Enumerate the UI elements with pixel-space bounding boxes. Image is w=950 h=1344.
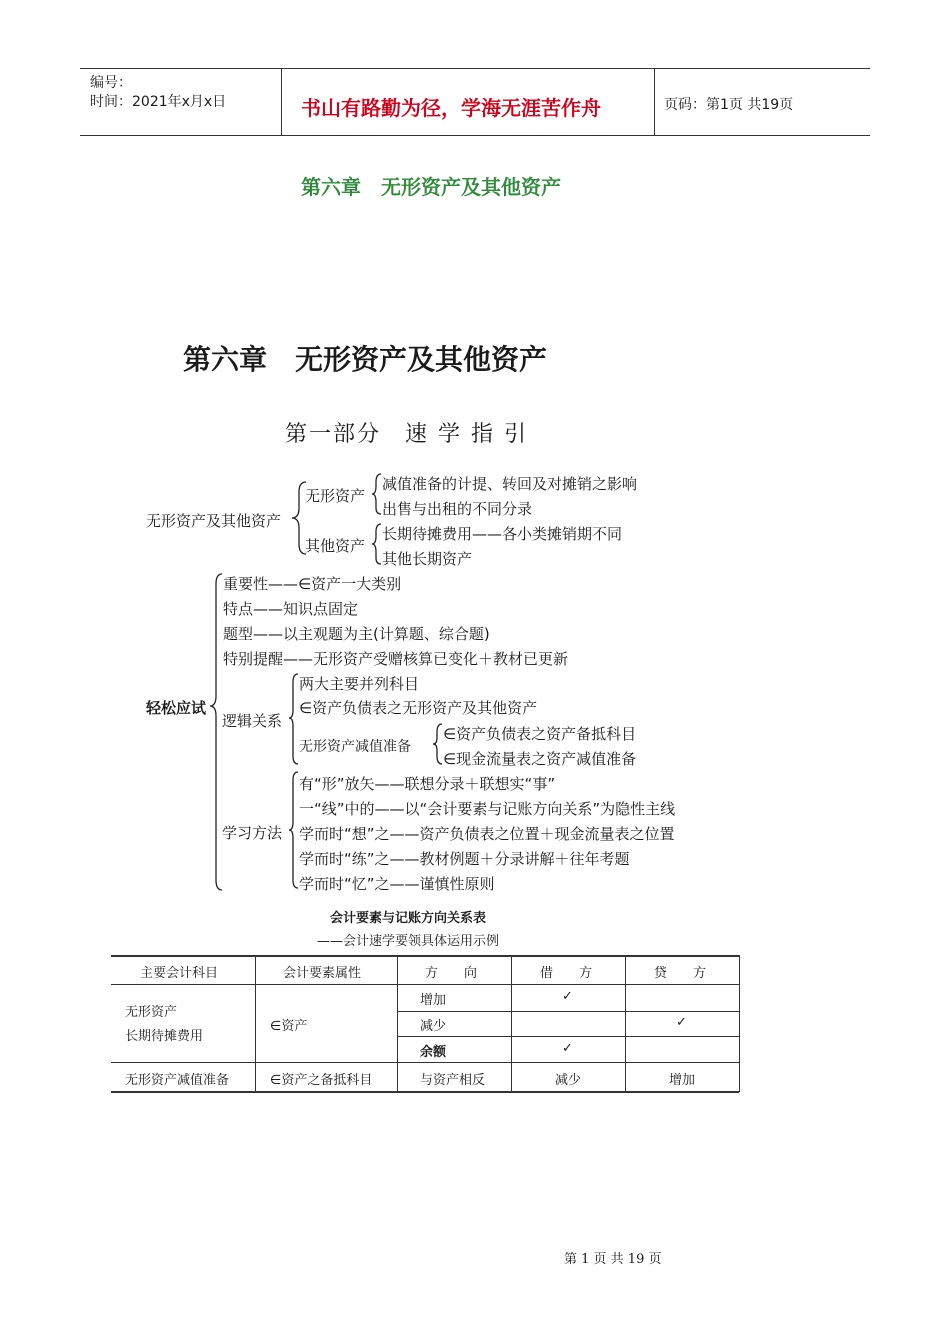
tree1-branch2-item: 其他长期资产 (382, 550, 473, 568)
impair-label: 无形资产减值准备 (299, 739, 411, 755)
tree1-branch1-item: 减值准备的计提、转回及对摊销之影响 (382, 475, 638, 493)
bracket-branch1 (372, 474, 381, 514)
table-rule (111, 984, 739, 985)
tree2-item: 重要性——∈资产一大类别 (223, 575, 402, 593)
table-subject: 长期待摊费用 (125, 1029, 204, 1044)
impair-item: ∈现金流量表之资产减值准备 (443, 750, 637, 768)
impair-item: ∈资产负债表之资产备抵科目 (443, 725, 637, 743)
table-col-rule (739, 955, 740, 1092)
bracket-impair (433, 724, 442, 764)
bracket-method (289, 772, 298, 888)
table-header: 会计要素属性 (283, 966, 362, 981)
method-item: 学而时“忆”之——谨慎性原则 (299, 875, 495, 893)
table-header: 方 向 (425, 966, 478, 981)
table-col-rule (625, 955, 626, 1092)
header-page-info: 页码：第1页 共19页 (664, 97, 794, 113)
method-item: 学而时“练”之——教材例题＋分录讲解＋往年考题 (299, 850, 630, 868)
logic-label: 逻辑关系 (222, 712, 283, 730)
table-title: 会计要素与记账方向关系表 (330, 911, 487, 926)
method-label: 学习方法 (222, 824, 283, 842)
table-header: 借 方 (540, 966, 593, 981)
table-subject: 无形资产 (125, 1005, 178, 1020)
bracket-logic (289, 674, 298, 764)
header-time-label: 时间：2021年x月x日 (90, 94, 227, 110)
tree2-item: 特别提醒——无形资产受赠核算已变化＋教材已更新 (223, 650, 569, 668)
tree1-branch2: 其他资产 (305, 537, 366, 555)
page-footer: 第 1 页 共 19 页 (564, 1252, 662, 1267)
table-header: 主要会计科目 (140, 966, 219, 981)
table-credit: 增加 (669, 1073, 696, 1088)
tree1-branch1-item: 出售与出租的不同分录 (382, 500, 533, 518)
table-col-rule (511, 955, 512, 1092)
logic-item: 两大主要并列科目 (299, 675, 420, 693)
table-direction: 减少 (420, 1019, 447, 1034)
table-rule (397, 1036, 739, 1037)
table-direction: 增加 (420, 993, 447, 1008)
tree1-branch1: 无形资产 (305, 487, 366, 505)
table-col-rule (397, 955, 398, 1092)
table-col-rule (255, 955, 256, 1092)
bracket-branch2 (372, 524, 381, 564)
table-debit: 减少 (555, 1073, 582, 1088)
logic-item: ∈资产负债表之无形资产及其他资产 (299, 699, 538, 717)
check-mark: ✓ (676, 1015, 687, 1030)
table-header: 贷 方 (654, 966, 707, 981)
scan-title: 第六章 无形资产及其他资产 (183, 343, 548, 376)
tree1-branch2-item: 长期待摊费用——各小类摊销期不同 (382, 525, 623, 543)
scan-subtitle: 第一部分 速 学 指 引 (285, 422, 528, 447)
table-subject: 无形资产减值准备 (125, 1073, 230, 1088)
method-item: 有“形”放矢——联想分录＋联想实“事” (299, 775, 556, 793)
check-mark: ✓ (562, 989, 573, 1004)
tree1-root: 无形资产及其他资产 (146, 512, 282, 530)
table-top-rule (111, 955, 739, 957)
table-direction: 与资产相反 (420, 1073, 486, 1088)
table-rule (111, 1062, 739, 1063)
table-attr: ∈资产之备抵科目 (270, 1073, 373, 1088)
method-item: 学而时“想”之——资产负债表之位置＋现金流量表之位置 (299, 825, 675, 843)
tree2-root: 轻松应试 (146, 699, 207, 717)
table-attr: ∈资产 (270, 1019, 308, 1034)
header-id-label: 编号： (90, 75, 132, 91)
check-mark: ✓ (562, 1041, 573, 1056)
tree2-item: 题型——以主观题为主(计算题、综合题) (223, 625, 490, 643)
method-item: 一“线”中的——以“会计要素与记账方向关系”为隐性主线 (299, 800, 676, 818)
header-motto: 书山有路勤为径，学海无涯苦作舟 (301, 96, 601, 120)
chapter-heading: 第六章 无形资产及其他资产 (301, 175, 561, 199)
table-bottom-rule (111, 1091, 739, 1093)
bracket-easy-exam (210, 574, 222, 890)
tree2-item: 特点——知识点固定 (223, 600, 359, 618)
table-direction: 余额 (420, 1045, 447, 1060)
table-subtitle: ——会计速学要领具体运用示例 (317, 934, 500, 949)
bracket-root (292, 482, 306, 554)
table-rule (397, 1011, 739, 1012)
